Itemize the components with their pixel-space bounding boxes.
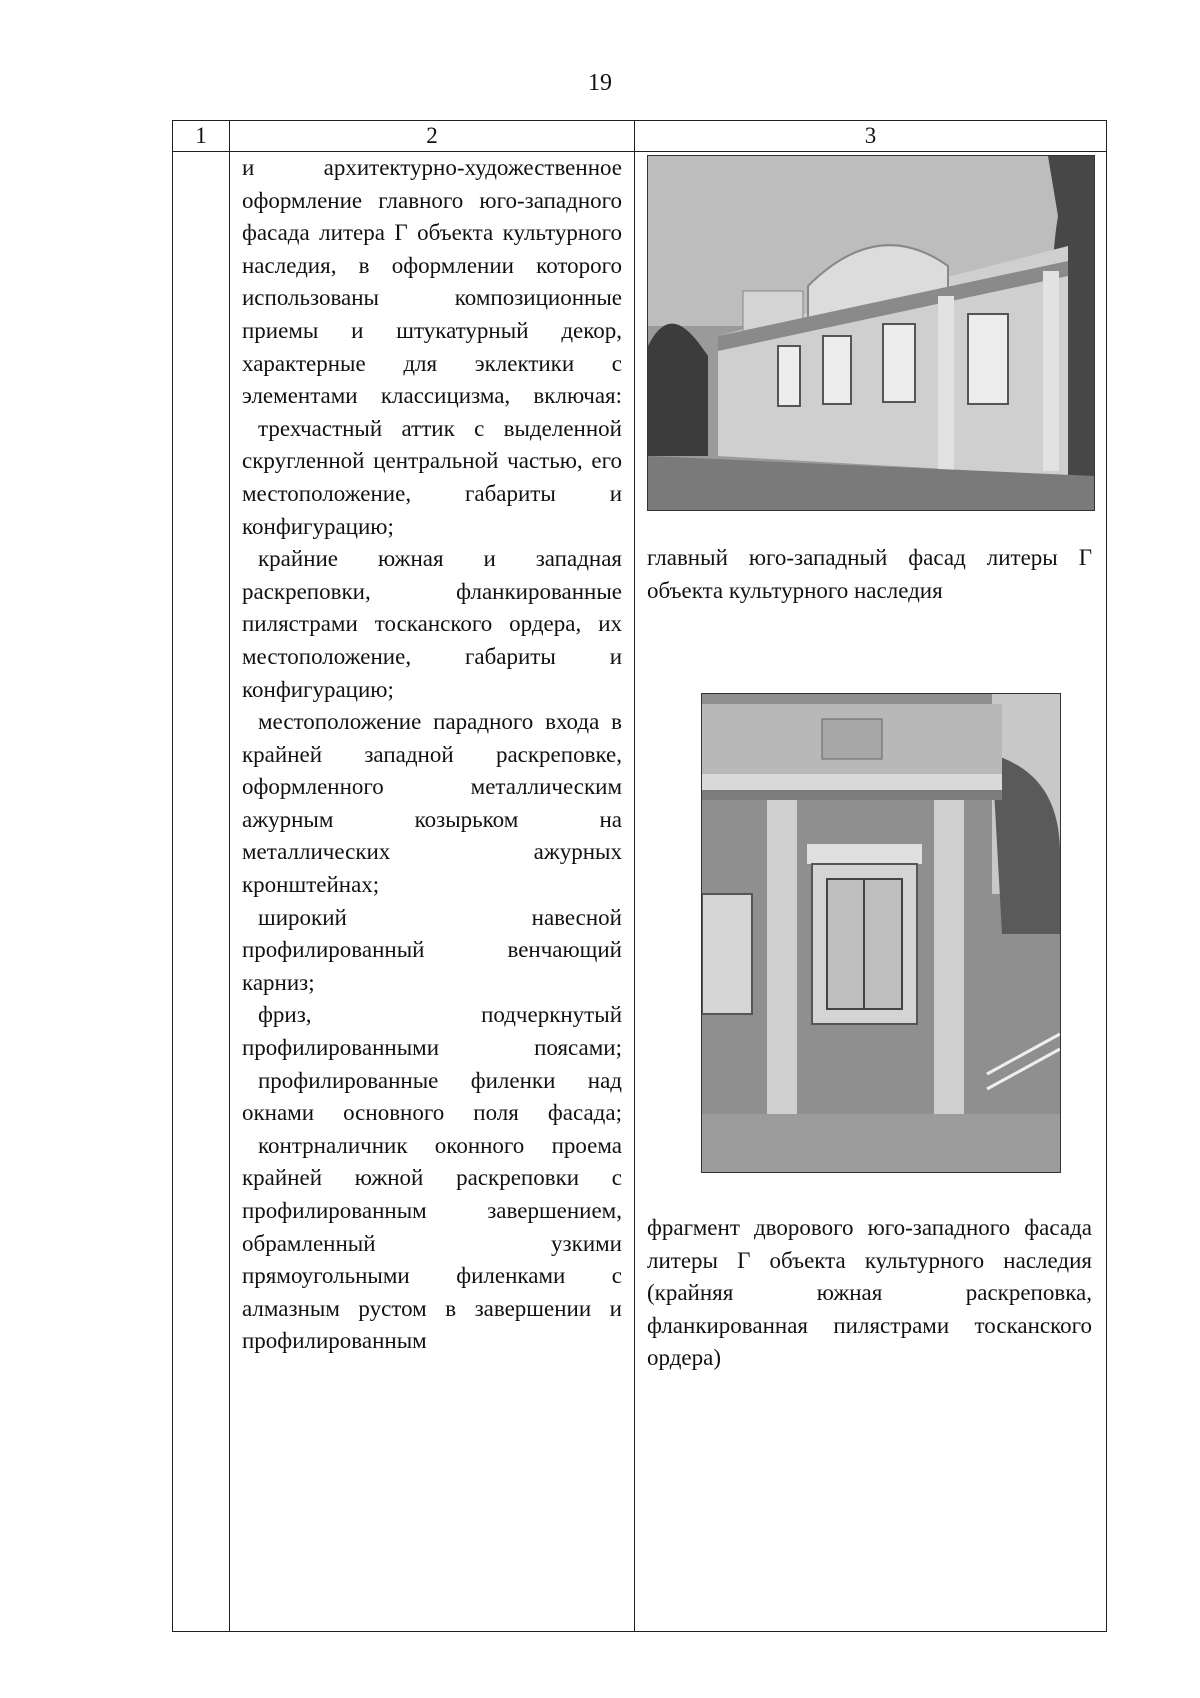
facade-photo (647, 155, 1095, 511)
courtyard-photo-image (702, 694, 1060, 1172)
header-col-1: 1 (173, 121, 230, 152)
page-number: 19 (588, 70, 612, 96)
table-row (173, 152, 1107, 1632)
facade-caption-text: главный юго-западный фасад литеры Г объекта культурного наследия (647, 545, 1092, 603)
courtyard-photo-caption (647, 1212, 1092, 1375)
facade-photo-caption (647, 542, 1092, 607)
description-cell (230, 152, 635, 1632)
monument-features-table (172, 120, 1107, 1632)
courtyard-facade-photo (701, 693, 1061, 1173)
feature-projections: крайние южная и западная раскреповки, фланкированные пилястрами тосканского ордера, их местоположение, габариты и конфигурацию; (242, 546, 622, 702)
courtyard-caption-text: фрагмент дворового юго-западного фасада литеры Г объекта культурного наследия (крайняя южная раскреповка, фланкированная пилястрами тосканского ордера) (647, 1215, 1092, 1371)
feature-window-frame: контрналичник оконного проема крайней южной раскреповки с профилированным завершением, обрамленный узкими прямоугольными филенками с алмазным рустом в завершении и профилированным (242, 1132, 622, 1354)
feature-entrance: местоположение парадного входа в крайней западной раскреповке, оформленного металлическим ажурным козырьком на металлических ажурных кронштейнах; (242, 709, 622, 898)
photo-cell (635, 152, 1107, 1632)
facade-photo-image (648, 156, 1094, 510)
header-col-3: 3 (635, 121, 1107, 152)
table-header-row (173, 121, 1107, 152)
header-col-2: 2 (230, 121, 635, 152)
feature-attic: трехчастный аттик с выделенной скругленной центральной частью, его местоположение, габариты и конфигурацию; (242, 415, 622, 539)
feature-panels: профилированные филенки над окнами основного поля фасада; (242, 1067, 622, 1126)
row-number-cell (173, 152, 230, 1632)
feature-frieze: фриз, подчеркнутый профилированными поясами; (242, 1002, 622, 1061)
description-intro: и архитектурно-художественное оформление главного юго-западного фасада литера Г объекта культурного наследия, в оформлении которого использованы композиционные приемы и штукатурный декор, характерные для эклектики с элементами классицизма, включая: (242, 155, 622, 409)
feature-cornice: широкий навесной профилированный венчающий карниз; (242, 904, 622, 995)
